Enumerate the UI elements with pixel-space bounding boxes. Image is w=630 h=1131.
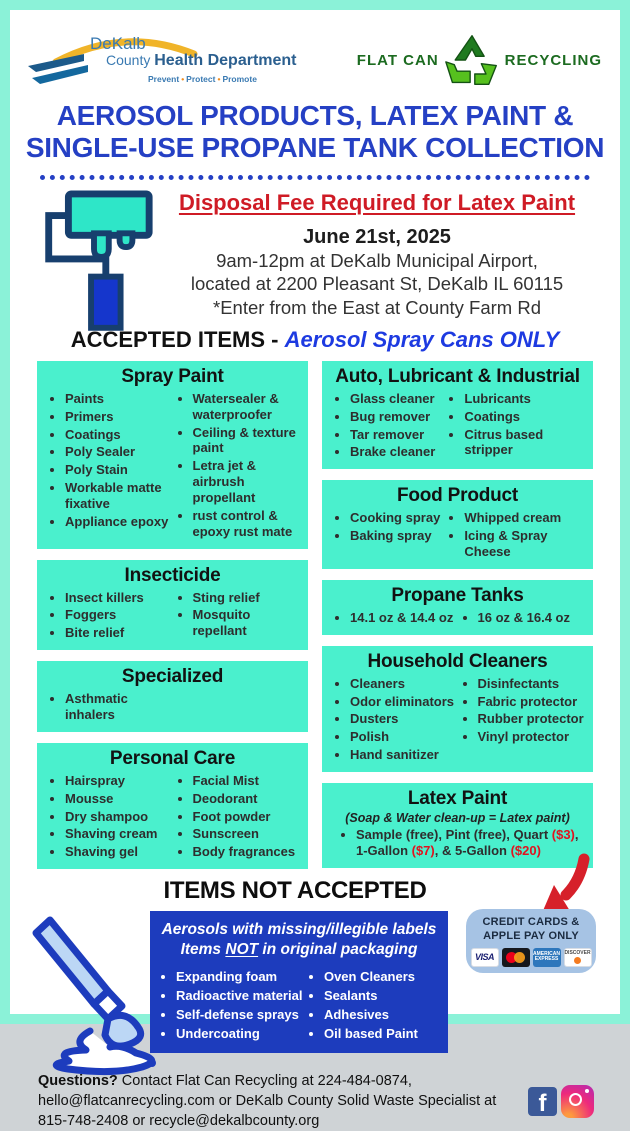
list-item: • Brake cleaner	[350, 444, 444, 460]
box-specialized	[37, 661, 308, 732]
box-title: Personal Care	[109, 747, 236, 769]
list-item: • Bug remover	[350, 409, 444, 425]
list-item: • Cleaners	[350, 676, 458, 692]
bullet-list	[306, 969, 440, 1044]
price-quart: ($3)	[551, 827, 575, 842]
event-details	[154, 188, 600, 319]
list-item: • 14.1 oz & 14.4 oz	[350, 610, 458, 626]
bullet-list	[173, 773, 301, 862]
event-entry-note: *Enter from the East at County Farm Rd	[213, 296, 541, 318]
list-item: • Oil based Paint	[324, 1026, 440, 1042]
list-item: • Ceiling & texture paint	[193, 425, 301, 457]
list-item: • Odor eliminators	[350, 694, 458, 710]
box-title: Auto, Lubricant & Industrial	[335, 365, 580, 387]
price-gallon: ($7)	[411, 842, 435, 858]
list-item: • Asthmatic inhalers	[65, 691, 173, 723]
list-item: • Insect killers	[65, 590, 173, 606]
list-item: • Mosquito repellant	[193, 607, 301, 639]
list-item: • Hairspray	[65, 773, 173, 789]
bullet-list	[45, 391, 173, 542]
social-icons	[528, 1085, 594, 1118]
dotted-divider	[40, 175, 590, 180]
flat-can-recycling-logo	[357, 32, 602, 88]
list-item: • Whipped cream	[464, 510, 585, 526]
list-item: • Watersealer & waterproofer	[193, 391, 301, 423]
flatcan-text-right: RECYCLING	[504, 51, 602, 69]
list-item: • Radioactive material	[176, 988, 306, 1004]
title-line2: SINGLE-USE PROPANE TANK COLLECTION	[25, 132, 605, 164]
amex-icon: AMERICAN EXPRESS	[533, 948, 561, 967]
list-item: • Baking spray	[350, 528, 444, 544]
header	[10, 10, 620, 94]
list-item: • Shaving cream	[65, 826, 173, 842]
box-title: Food Product	[396, 485, 519, 507]
latex-subtitle: (Soap & Water clean-up = Latex paint)	[345, 811, 570, 825]
list-item: • Poly Stain	[65, 462, 173, 478]
questions-label: Questions?	[38, 1073, 118, 1090]
list-item: • Vinyl protector	[478, 729, 586, 745]
bullet-list	[330, 391, 444, 462]
box-household-cleaners	[322, 646, 593, 772]
box-personal-care	[37, 743, 308, 869]
list-item: • Coatings	[65, 427, 173, 443]
bottom-section	[10, 877, 620, 1065]
tagline-dot: •	[181, 74, 185, 84]
list-item: • Tar remover	[350, 427, 444, 443]
dekalb-dept-text: Health Department	[154, 52, 297, 69]
list-item: • Citrus based stripper	[464, 427, 585, 459]
list-item: • Deodorant	[193, 791, 301, 807]
list-item: • Sting relief	[193, 590, 301, 606]
not-accepted-line2: Items NOT in original packaging	[180, 941, 418, 959]
list-item: • Mousse	[65, 791, 173, 807]
list-item: • Hand sanitizer	[350, 747, 458, 763]
list-item: • Appliance epoxy	[65, 514, 173, 530]
list-item: • Undercoating	[176, 1026, 306, 1042]
bullet-list	[173, 391, 301, 542]
bullet-list	[45, 773, 173, 862]
accepted-heading-blue: Aerosol Spray Cans ONLY	[284, 326, 560, 352]
list-item: • Glass cleaner	[350, 391, 444, 407]
bullet-list	[173, 691, 301, 725]
bullet-list	[444, 391, 585, 462]
list-item: • Self-defense sprays	[176, 1007, 306, 1023]
list-item: • Polish	[350, 729, 458, 745]
list-item: • Workable matte fixative	[65, 480, 173, 512]
box-title: Latex Paint	[407, 788, 508, 809]
card-logos	[466, 948, 596, 967]
discover-icon: DISCOVER	[564, 948, 592, 967]
accepted-boxes	[10, 361, 620, 869]
box-insecticide	[37, 560, 308, 651]
visa-icon: VISA	[471, 948, 499, 967]
event-section	[10, 184, 620, 319]
payment-badge	[466, 909, 596, 973]
page-title	[10, 100, 620, 165]
list-item: • Dry shampoo	[65, 809, 173, 825]
box-title: Spray Paint	[121, 365, 224, 387]
box-title: Household Cleaners	[367, 650, 548, 672]
list-item: • Letra jet & airbrush propellant	[193, 458, 301, 506]
latex-price-item: • Sample (free), Pint (free), Quart ($3), 1-Gallon ($7), & 5-Gallon ($20)	[356, 827, 585, 859]
box-title: Specialized	[121, 666, 224, 688]
not-accepted-box	[150, 911, 448, 1053]
list-item: • rust control & epoxy rust mate	[193, 508, 301, 540]
not-accepted-line1: Aerosols with missing/illegible labels	[161, 921, 437, 939]
footer	[10, 1071, 620, 1131]
title-line1: AEROSOL PRODUCTS, LATEX PAINT &	[56, 100, 574, 131]
list-item: • Shaving gel	[65, 844, 173, 860]
list-item: • Bite relief	[65, 625, 173, 641]
accepted-items-heading	[10, 327, 620, 353]
paint-roller-icon	[34, 188, 154, 316]
list-item: • 16 oz & 16.4 oz	[478, 610, 586, 626]
event-address: located at 2200 Pleasant St, DeKalb IL 60115	[190, 273, 564, 295]
bullet-list	[173, 590, 301, 644]
list-item: • Poly Sealer	[65, 444, 173, 460]
dekalb-health-logo	[26, 26, 298, 92]
list-item: • Expanding foam	[176, 969, 306, 985]
box-auto-lubricant-industrial	[322, 361, 593, 469]
bullet-list	[158, 969, 306, 1044]
facebook-icon[interactable]: f	[528, 1087, 557, 1116]
list-item: • Cooking spray	[350, 510, 444, 526]
dekalb-county-text: County	[106, 52, 151, 68]
list-item: • Lubricants	[464, 391, 585, 407]
dekalb-logo-line1: DeKalb	[90, 34, 146, 53]
payment-text: CREDIT CARDS & APPLE PAY ONLY	[482, 916, 580, 942]
items-not-accepted-heading: ITEMS NOT ACCEPTED	[163, 877, 427, 905]
bullet-list	[45, 691, 173, 725]
price-5gallon: ($20)	[510, 842, 541, 858]
list-item: • Primers	[65, 409, 173, 425]
list-item: • Facial Mist	[193, 773, 301, 789]
list-item: • Body fragrances	[193, 844, 301, 860]
list-item: • Sealants	[324, 988, 440, 1004]
not-accepted-subheading	[158, 920, 440, 960]
box-propane-tanks	[322, 580, 593, 635]
box-title: Propane Tanks	[391, 584, 524, 606]
tagline-dot: •	[217, 74, 221, 84]
not-underlined: NOT	[225, 941, 259, 959]
contact-text: Contact Flat Can Recycling at 224-484-0874, hello@flatcanrecycling.com or DeKalb County Solid Waste Specialist at 815-748-2408 or recycle@dekalbcounty.org	[38, 1073, 497, 1130]
accepted-heading-black: ACCEPTED ITEMS -	[70, 326, 285, 352]
list-item: • Oven Cleaners	[324, 969, 440, 985]
event-time-place: 9am-12pm at DeKalb Municipal Airport,	[216, 249, 538, 271]
bullet-list	[330, 610, 458, 628]
contact-info	[38, 1071, 528, 1131]
list-item: • Fabric protector	[478, 694, 586, 710]
event-date: June 21st, 2025	[303, 225, 451, 248]
list-item: • Foggers	[65, 607, 173, 623]
list-item: • Foot powder	[193, 809, 301, 825]
bullet-list	[45, 590, 173, 644]
list-item: • Sunscreen	[193, 826, 301, 842]
list-item: • Dusters	[350, 711, 458, 727]
dekalb-tagline: Prevent • Protect • Promote	[148, 74, 257, 84]
list-item: • Rubber protector	[478, 711, 586, 727]
accepted-right-column	[322, 361, 593, 868]
recycle-icon	[444, 32, 500, 88]
instagram-icon[interactable]	[561, 1085, 594, 1118]
bullet-list	[330, 676, 458, 765]
accepted-left-column	[37, 361, 308, 869]
box-spray-paint	[37, 361, 308, 549]
list-item: • Paints	[65, 391, 173, 407]
bullet-list	[330, 510, 444, 562]
list-item: • Disinfectants	[478, 676, 586, 692]
dekalb-logo-line2	[106, 52, 297, 70]
mastercard-icon	[502, 948, 530, 967]
list-item: • Icing & Spray Cheese	[464, 528, 585, 560]
box-title: Insecticide	[124, 564, 221, 586]
list-item: • Coatings	[464, 409, 585, 425]
bullet-list	[458, 610, 586, 628]
bullet-list	[458, 676, 586, 765]
flatcan-text-left: FLAT CAN	[356, 51, 439, 69]
list-item: • Adhesives	[324, 1007, 440, 1023]
box-food-product	[322, 480, 593, 569]
bullet-list	[444, 510, 585, 562]
disposal-fee-notice: Disposal Fee Required for Latex Paint	[178, 189, 576, 215]
